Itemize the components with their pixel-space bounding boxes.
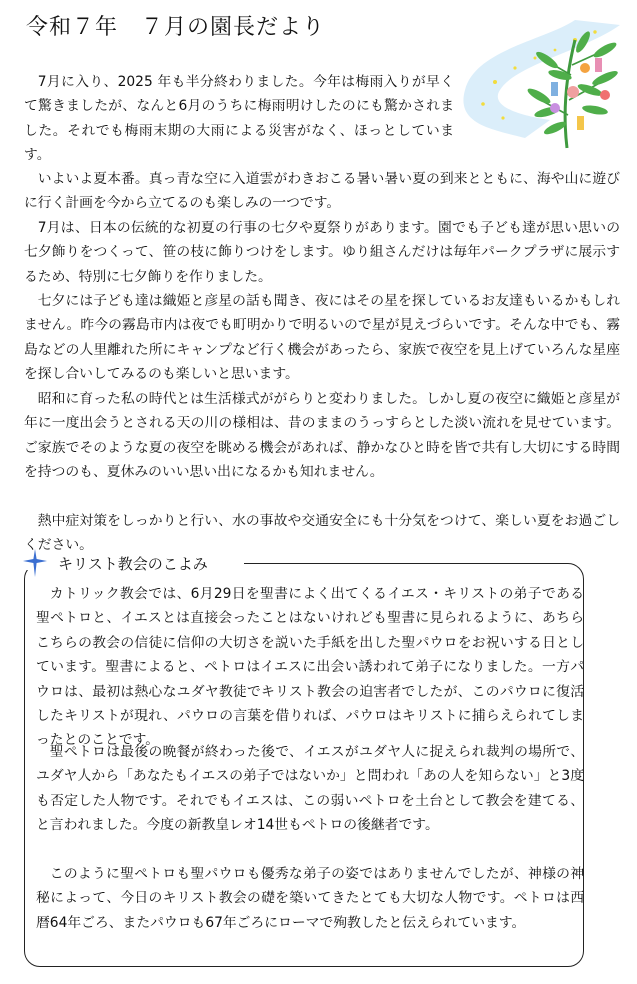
cross-icon (22, 548, 48, 578)
page-title: 令和７年 ７月の園長だより (26, 15, 326, 40)
body-paragraph-5: 昭和に育った私の時代とは生活様式ががらりと変わりました。しかし夏の夜空に織姫と彦星が年に一度出会うとされる天の川の様相は、昔のままのうっすらとした淡い流れを見せています。ご家族でそのような夏の夜空を眺める機会があれば、静かなひと時を皆で共有し大切にする時間を持つのも、夏休みのいい思い出になるかも知れません。 (24, 391, 620, 481)
section-paragraph-2: 聖ペトロは最後の晩餐が終わった後で、イエスがユダヤ人に捉えられ裁判の場所で、ユダヤ人から「あなたもイエスの弟子ではないか」と問われ「あの人を知らない」と3度も否定した人物です。それでもイエスは、この弱いペトロを土台として教会を建てる、と言われました。今度の新教皇レオ14世もペトロの後継者です。 (36, 744, 584, 834)
tanabata-bamboo-illustration (455, 20, 630, 150)
body-paragraph-3: 7月は、日本の伝統的な初夏の行事の七夕や夏祭りがあります。園でも子ども達が思い思いの七夕飾りをつくって、笹の枝に飾りつけをします。ゆり組さんだけは毎年パークプラザに展示するため、特別に七夕飾りを作りました。 (24, 220, 620, 285)
body-paragraph-4: 七夕には子ども達は織姫と彦星の話も聞き、夜にはその星を探しているお友達もいるかもしれません。昨今の霧島市内は夜でも町明かりで明るいので星が見えづらいです。そんな中でも、霧島などの人里離れた所にキャンプなど行く機会があったら、家族で夜空を見上げていろんな星座を探し合いしてみるのも楽しいと思います。 (24, 293, 620, 383)
section-paragraph-1: カトリック教会では、6月29日を聖書によく出てくるイエス・キリストの弟子である聖ペトロと、イエスとは直接会ったことはないけれども聖書に見られるように、あちらこちらの教会の信徒に信仰の大切さを説いた手紙を出した聖パウロをお祝いする日としています。聖書によると、ペトロはイエスに出会い誘われて弟子になりました。一方パウロは、最初は熱心なユダヤ教徒でキリスト教会の迫害者でしたが、このパウロに復活したキリストが現れ、パウロの言葉を借りれば、パウロはキリストに捕らえられてしまったとのことです。 (36, 586, 584, 749)
section-paragraph-3: このように聖ペトロも聖パウロも優秀な弟子の姿ではありませんでしたが、神様の神秘によって、今日のキリスト教会の礎を築いてきたとても大切な人物です。ペトロは西暦64年ごろ、またパウロも67年ごろにローマで殉教したと伝えられています。 (36, 866, 584, 931)
body-paragraph-1: 7月に入り、2025 年も半分終わりました。今年は梅雨入りが早くて驚きましたが、なんと6月のうちに梅雨明けしたのにも驚かされました。それでも梅雨末期の大雨による災害がなく、ほっとしています。 (24, 74, 454, 164)
section-title: キリスト教会のこよみ (56, 553, 214, 574)
body-paragraph-6: 熱中症対策をしっかりと行い、水の事故や交通安全にも十分気をつけて、楽しい夏をお過ごしください。 (24, 513, 620, 554)
body-paragraph-2: いよいよ夏本番。真っ青な空に入道雲がわきおこる暑い暑い夏の到来とともに、海や山に遊びに行く計画を今から立てるのも楽しみの一つです。 (24, 171, 620, 212)
section-header (16, 548, 276, 578)
